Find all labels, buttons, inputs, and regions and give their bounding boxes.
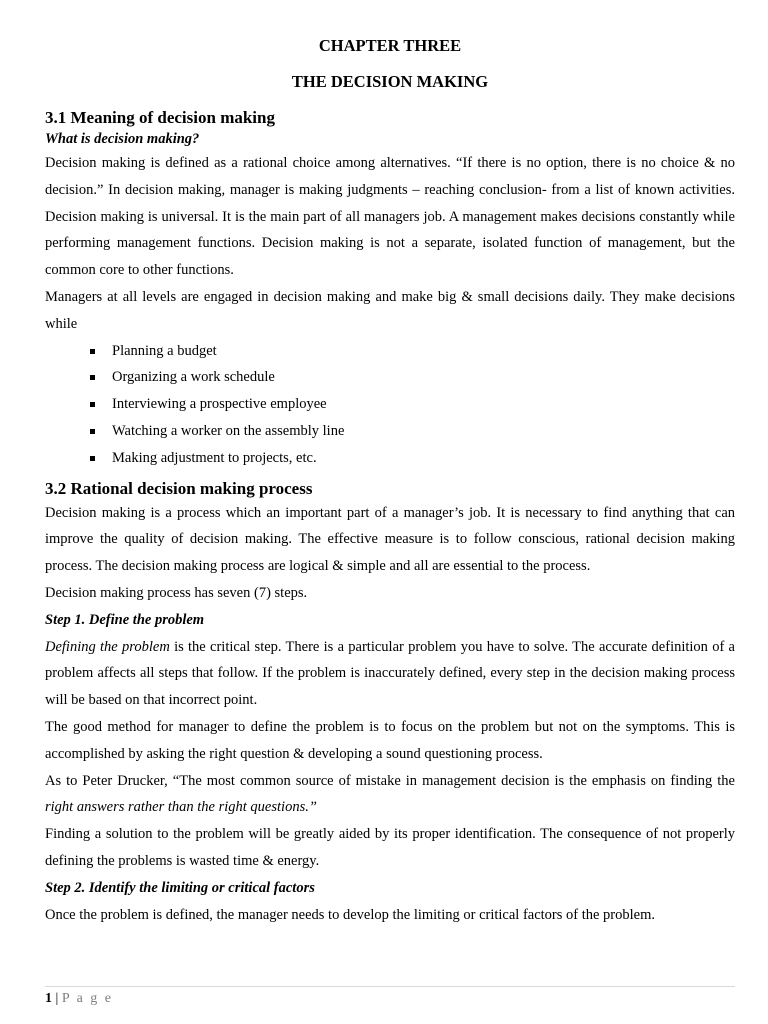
list-item: Making adjustment to projects, etc. [89, 445, 735, 472]
page-label: P a g e [61, 991, 114, 1006]
subheading-question: What is decision making? [45, 131, 200, 147]
step-2-heading: Step 2. Identify the limiting or critical factors [45, 879, 315, 896]
drucker-quote-text: As to Peter Drucker, “The most common source of mistake in management decision is the emphasis on finding the [45, 772, 735, 789]
list-item: Interviewing a prospective employee [89, 391, 735, 418]
decision-examples-list [45, 338, 735, 472]
paragraph-limiting-factors: Once the problem is defined, the manager needs to develop the limiting or critical factors of the problem. [45, 906, 656, 923]
section-heading-3-1: 3.1 Meaning of decision making [45, 108, 275, 127]
paragraph-define-problem [45, 634, 735, 714]
document-page [45, 36, 735, 928]
define-problem-text: is the critical step. There is a particular problem you have to solve. The accurate definition of a problem affects all steps that follow. If the problem is inaccurately defined, every step in the decision making process will be based on that incorrect point. [45, 638, 735, 709]
section-heading-3-2: 3.2 Rational decision making process [45, 478, 313, 498]
paragraph-steps-count: Decision making process has seven (7) steps. [45, 584, 308, 601]
footer-separator: | [52, 991, 62, 1006]
page-number: 1 [45, 991, 52, 1006]
define-problem-emphasis: Defining the problem [45, 638, 170, 655]
chapter-label: CHAPTER THREE [318, 36, 462, 55]
step-1-heading: Step 1. Define the problem [45, 611, 205, 628]
paragraph-good-method: The good method for manager to define the problem is to focus on the problem but not on the symptoms. This is accomplished by asking the right question & developing a sound questioning process. [45, 718, 735, 762]
list-item: Watching a worker on the assembly line [89, 418, 735, 445]
page-footer [45, 986, 735, 1009]
list-item: Planning a budget [89, 338, 735, 365]
paragraph-definition: Decision making is defined as a rational choice among alternatives. “If there is no option, there is no choice & no decision.” In decision making, manager is making judgments – reaching conclusion- from a list of known activities. Decision making is universal. It is the main part of all managers job. A management makes decisions constantly while performing management functions. Decision making is not a separate, isolated function of management, but the common core to other functions. [45, 155, 735, 279]
list-item: Organizing a work schedule [89, 364, 735, 391]
paragraph-drucker-quote [45, 768, 735, 822]
paragraph-finding-solution: Finding a solution to the problem will be greatly aided by its proper identification. The consequence of not properly defining the problems is wasted time & energy. [45, 826, 735, 869]
drucker-quote-italic: right answers rather than the right questions.” [45, 799, 317, 816]
paragraph-managers: Managers at all levels are engaged in decision making and make big & small decisions daily. They make decisions while [45, 288, 735, 332]
paragraph-process: Decision making is a process which an important part of a manager’s job. It is necessary to find anything that can improve the quality of decision making. The effective measure is to follow conscious, rational decision making process. The decision making process are logical & simple and all are essential to the process. [45, 504, 735, 575]
chapter-title: THE DECISION MAKING [291, 72, 489, 91]
